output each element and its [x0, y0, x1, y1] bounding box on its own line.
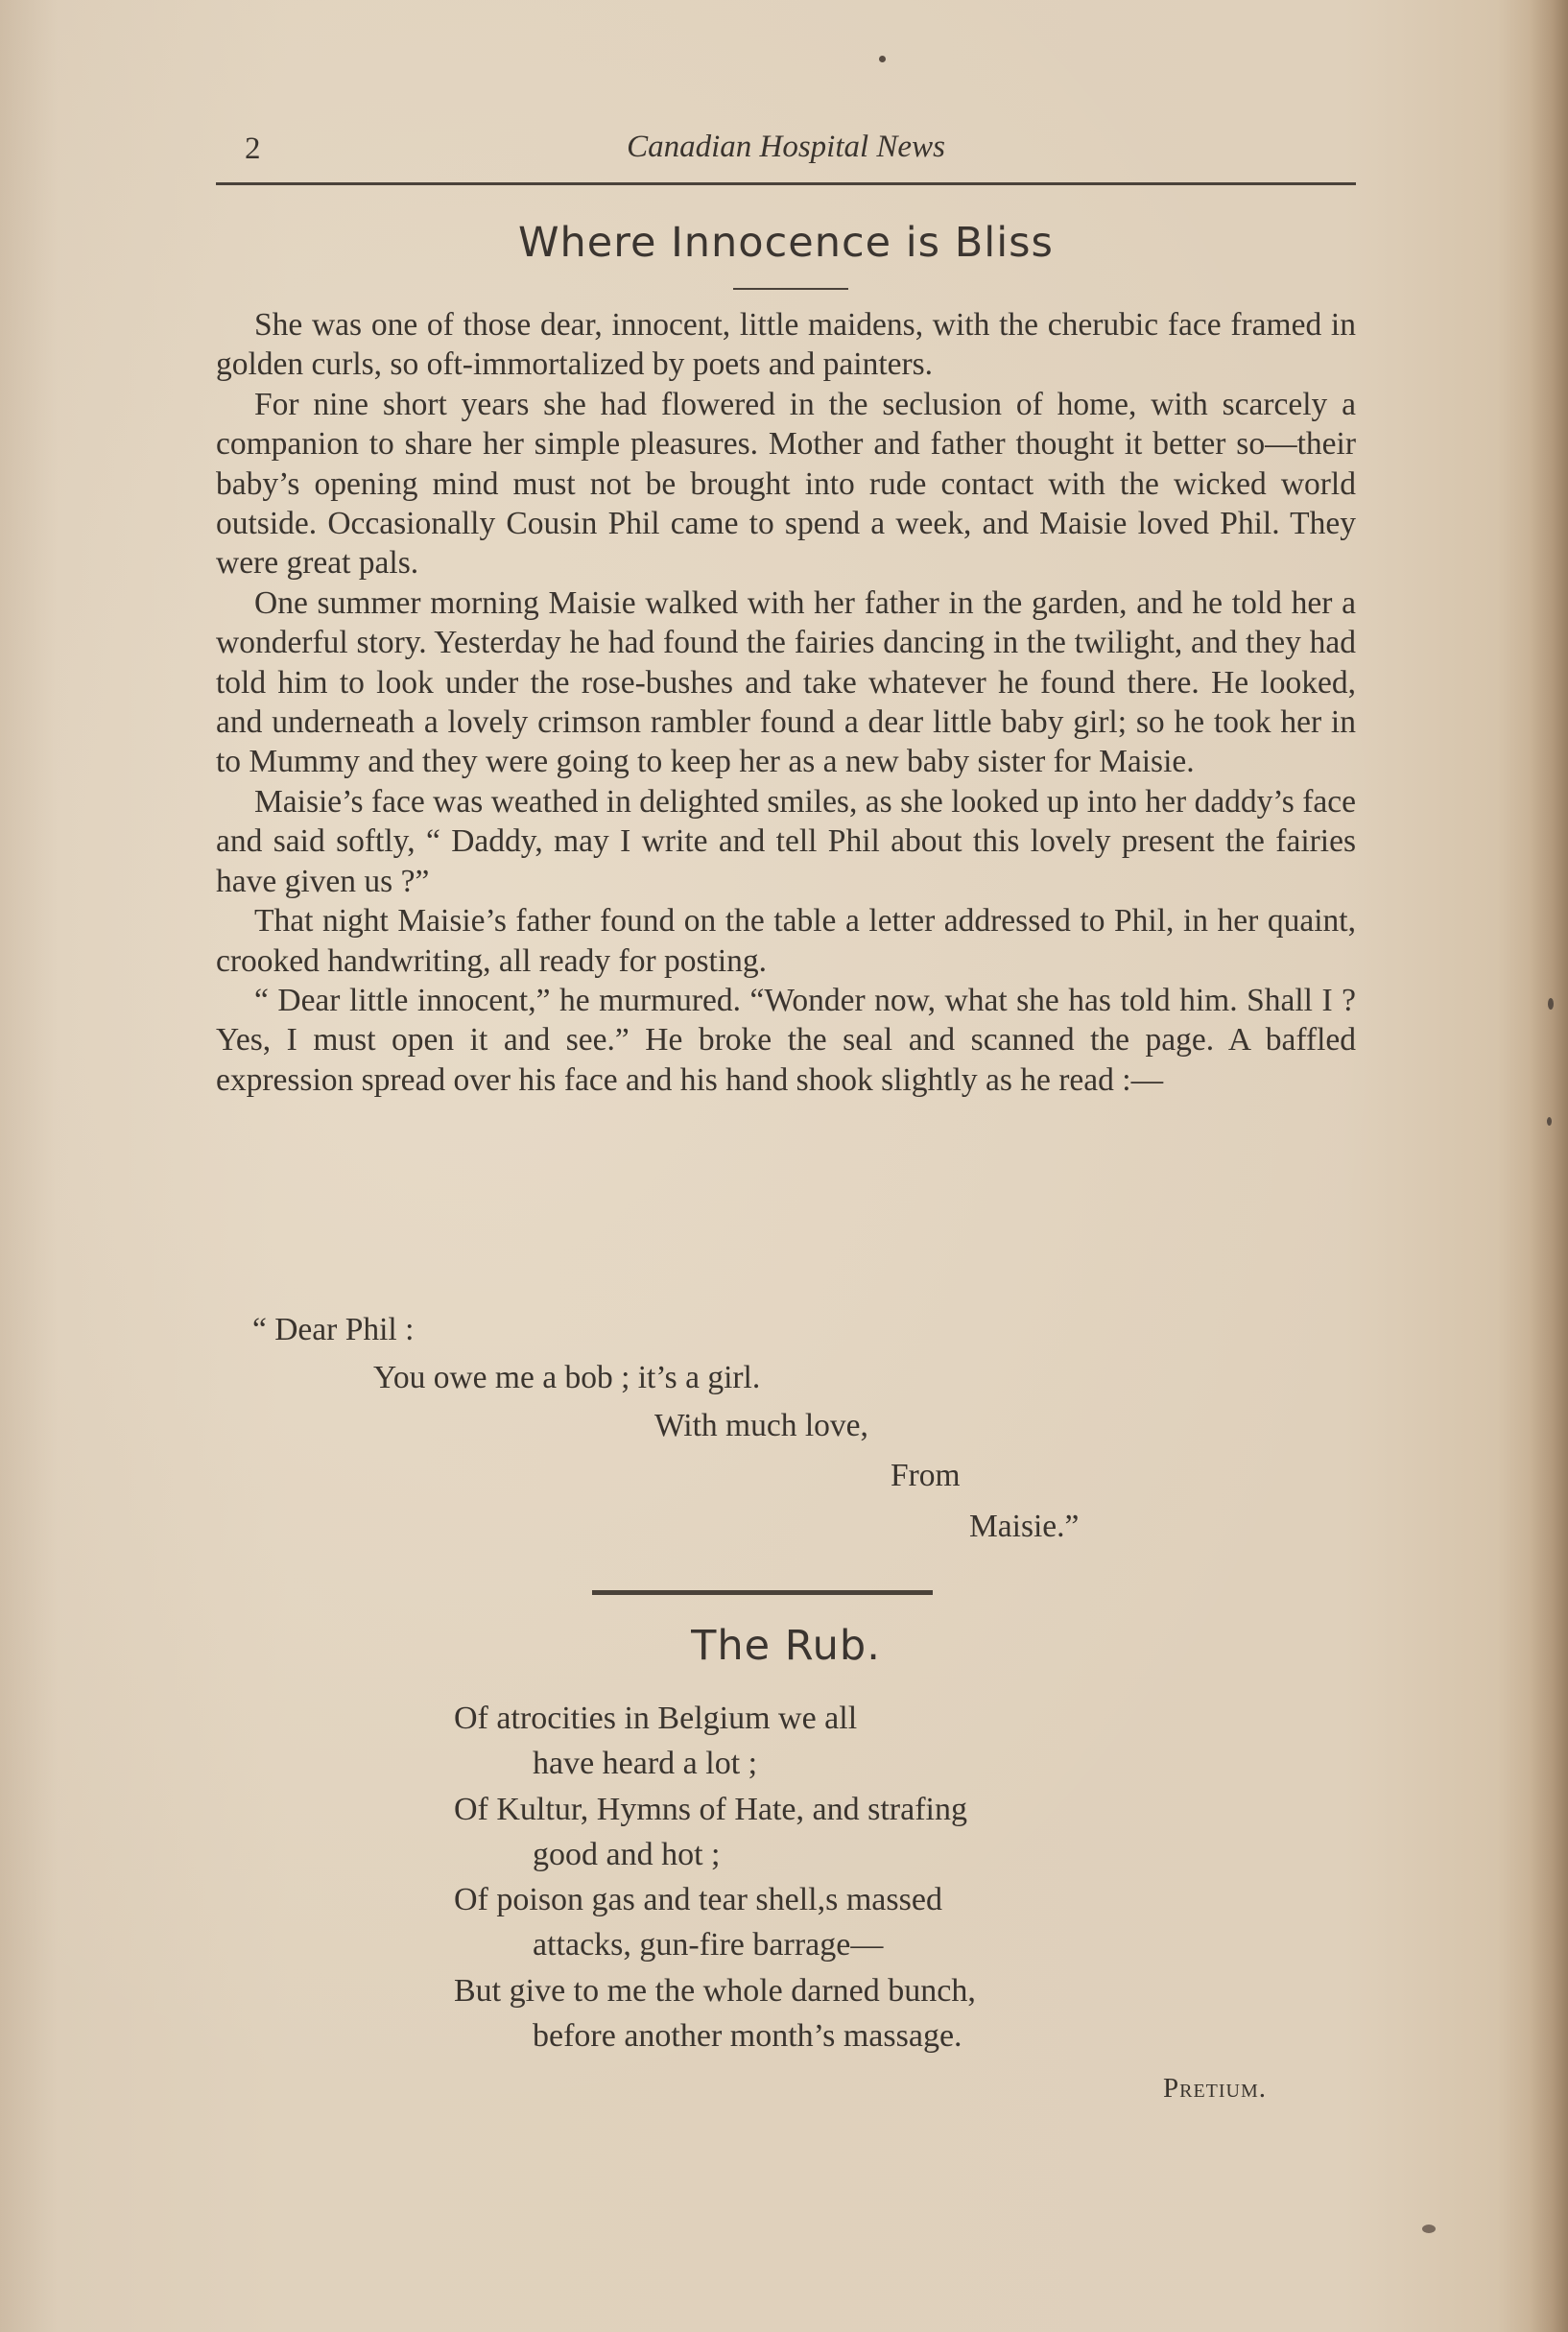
poem-line: Of Kultur, Hymns of Hate, and strafing: [454, 1791, 967, 1827]
page-number: 2: [245, 131, 261, 166]
paragraph: “ Dear little innocent,” he murmured. “Wonder now, what she has told him. Shall I ? Yes, I must open it and see.” He broke the seal and scanned the page. A baffled expression spread over his face and his hand shook slightly as he read :—: [216, 982, 1356, 1098]
paper-speck: [1547, 1117, 1552, 1126]
paragraph: That night Maisie’s father found on the table a letter addressed to Phil, in her quaint, crooked handwriting, all ready for posting.: [216, 903, 1356, 979]
poem-line: attacks, gun-fire barrage—: [533, 1927, 884, 1963]
paper-speck: [1422, 2225, 1436, 2233]
page-fold-shadow: [1530, 0, 1568, 2332]
letter-from: From: [891, 1458, 961, 1493]
page-header: [216, 128, 1356, 176]
poem-line: before another month’s massage.: [533, 2018, 962, 2055]
title-rule: [733, 288, 848, 290]
poem-line: But give to me the whole darned bunch,: [454, 1972, 976, 2009]
poem-title: The Rub.: [691, 1622, 881, 1670]
poem: [454, 1696, 1318, 2058]
poem-line: Of atrocities in Belgium we all: [454, 1701, 858, 1736]
paper-speck: [1548, 998, 1554, 1010]
poem-line: have heard a lot ;: [533, 1746, 758, 1782]
paragraph: She was one of those dear, innocent, little maidens, with the cherubic face framed in golden curls, so oft-immortalized by poets and painters.: [216, 307, 1356, 383]
letter-body: You owe me a bob ; it’s a girl.: [373, 1360, 761, 1395]
letter-salutation: “ Dear Phil :: [252, 1312, 415, 1347]
running-head: Canadian Hospital News: [627, 130, 945, 164]
letter-closing: With much love,: [654, 1408, 868, 1443]
paragraph: One summer morning Maisie walked with her father in the garden, and he told her a wonderful story. Yesterday he had found the fairies dancing in the twilight, and they had told him to look under the rose-bushes and take whatever he found there. He looked, and underneath a lovely crimson rambler found a dear little baby girl; so he took her in to Mummy and they were going to keep her as a new baby sister for Maisie.: [216, 584, 1356, 780]
section-divider: [592, 1590, 933, 1595]
article-title: Where Innocence is Bliss: [518, 219, 1054, 267]
header-rule: [216, 182, 1356, 185]
poem-author: Pretium.: [1163, 2073, 1268, 2104]
poem-line: Of poison gas and tear shell,s massed: [454, 1882, 942, 1918]
article-body: [216, 305, 1356, 1100]
paper-speck: [879, 56, 886, 62]
paragraph: Maisie’s face was weathed in delighted smiles, as she looked up into her daddy’s face and said softly, “ Daddy, may I write and tell Phil about this lovely present the fairies have given us ?”: [216, 783, 1356, 899]
paragraph: For nine short years she had flowered in the seclusion of home, with scarcely a companion to share her simple pleasures. Mother and father thought it better so—their baby’s opening mind must not be brought into rude contact with the wicked world outside. Occasionally Cousin Phil came to spend a week, and Maisie loved Phil. They were great pals.: [216, 386, 1356, 582]
letter-signature: Maisie.”: [969, 1509, 1080, 1544]
poem-line: good and hot ;: [533, 1836, 721, 1872]
